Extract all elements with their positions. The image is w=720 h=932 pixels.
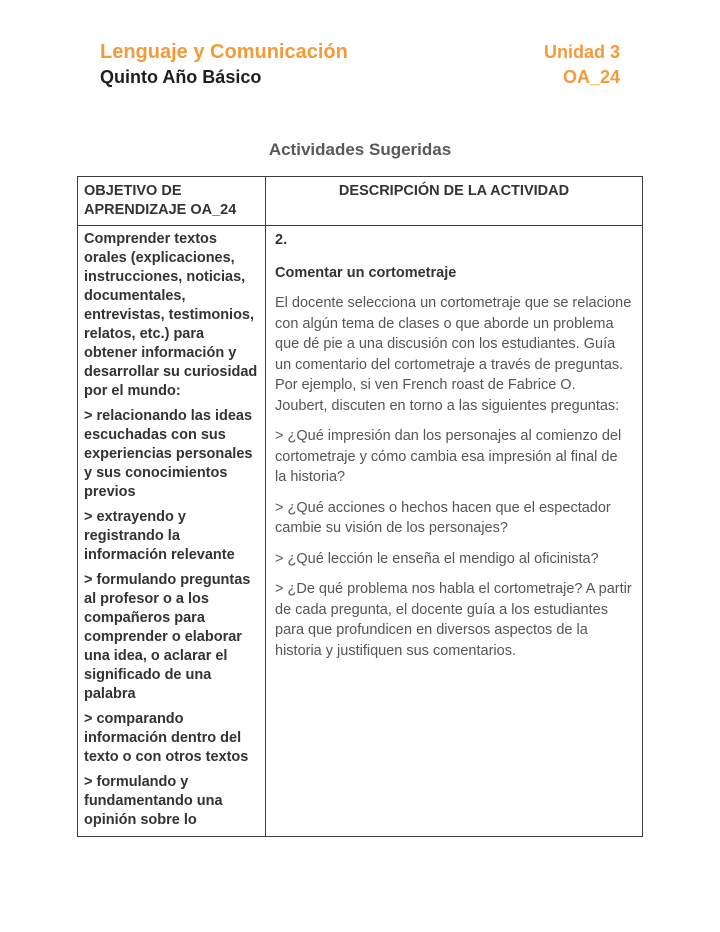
activity-title: Comentar un cortometraje [275,264,457,281]
description-column-header: DESCRIPCIÓN DE LA ACTIVIDAD [266,177,643,226]
objective-column-header: OBJETIVO DE APRENDIZAJE OA_24 [78,177,266,226]
subject-title: Lenguaje y Comunicación [100,41,348,63]
oa-code-label: OA_24 [562,67,620,87]
unit-label: Unidad 3 [543,42,620,62]
objective-bullet-5: > formulando y fundamentando una opinión sobre lo [84,774,223,828]
header-left [100,40,348,90]
activity-number: 2. [275,232,288,248]
page-title: Actividades Sugeridas [268,140,452,159]
objective-bullet-1: > relacionando las ideas escuchadas con sus experiencias personales y sus conocimientos previos [84,408,253,500]
activity-question-3: > ¿Qué lección le enseña el mendigo al oficinista? [275,550,599,567]
activity-question-4: > ¿De qué problema nos habla el cortometraje? A partir de cada pregunta, el docente guía a los estudiantes para que profundicen en diversos aspectos de la historia y justifiquen sus comentarios. [275,581,632,659]
objective-cell [78,226,266,837]
activity-question-1: > ¿Qué impresión dan los personajes al comienzo del cortometraje y cómo cambia esa impresión al final de la historia? [275,428,622,485]
document-header [0,0,720,90]
activity-question-2: > ¿Qué acciones o hechos hacen que el espectador cambie su visión de los personajes? [275,499,611,536]
table-body-row [78,226,643,837]
activities-table [77,176,643,837]
header-right [544,40,620,90]
description-cell [266,226,643,837]
activity-intro: El docente selecciona un cortometraje que se relacione con algún tema de clases o que aborde un problema que dé pie a una discusión con los estudiantes. Guía un comentario del cortometraje a través de preguntas. Por ejemplo, si ven French roast de Fabrice O. Joubert, discuten en torno a las siguientes preguntas: [275,295,632,414]
table-header-row [78,177,643,226]
objective-bullet-2: > extrayendo y registrando la información relevante [84,509,235,563]
objective-bullet-3: > formulando preguntas al profesor o a los compañeros para comprender o elaborar una idea, o aclarar el significado de una palabra [84,572,251,702]
grade-subtitle: Quinto Año Básico [100,67,262,87]
objective-bullet-4: > comparando información dentro del texto o con otros textos [84,711,249,765]
objective-intro: Comprender textos orales (explicaciones, instrucciones, noticias, documentales, entrevistas, testimonios, relatos, etc.) para obtener información y desarrollar su curiosidad por el mundo: [84,231,258,399]
